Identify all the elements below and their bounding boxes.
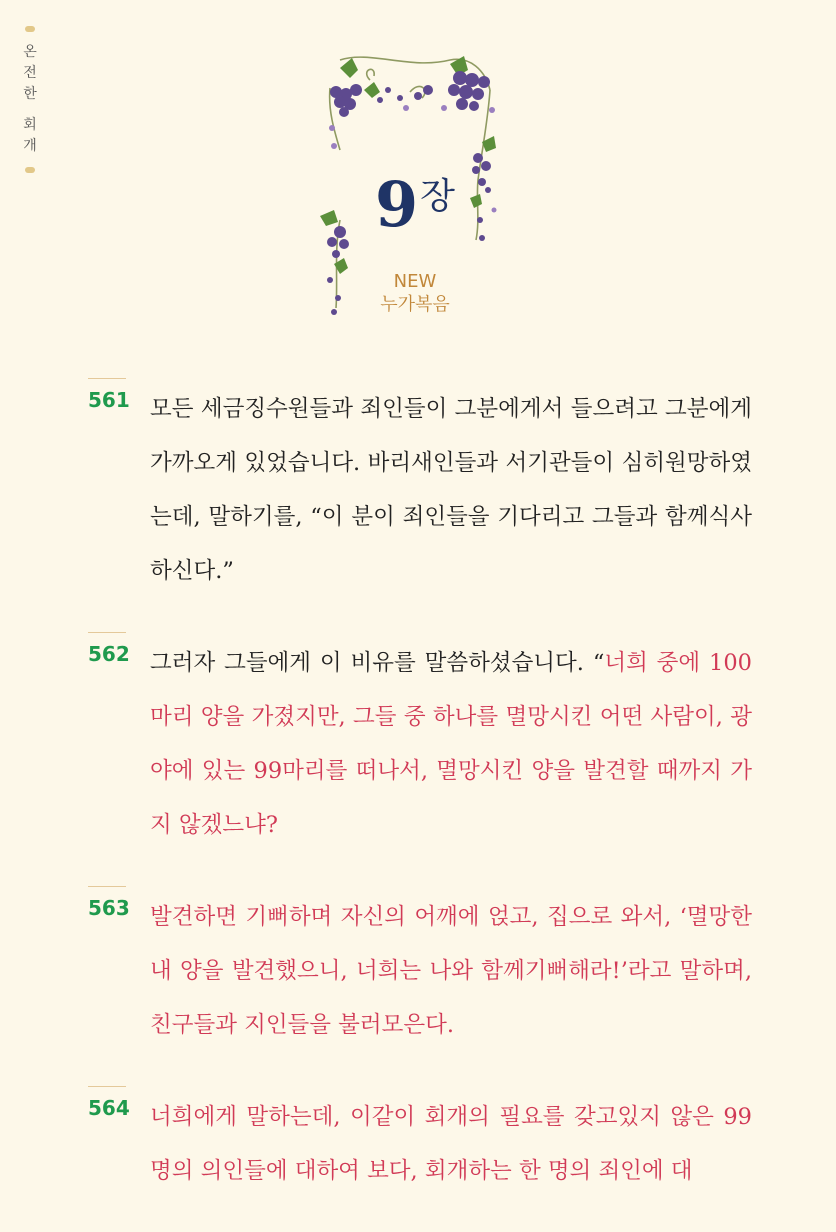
side-tab-char: 온 bbox=[23, 44, 37, 60]
verse-divider bbox=[88, 632, 126, 633]
verse-divider bbox=[88, 886, 126, 887]
side-tab-char: 회 bbox=[23, 117, 37, 133]
verse-text bbox=[150, 886, 752, 1052]
verse-number: 564 bbox=[88, 1096, 130, 1120]
verse-text bbox=[150, 378, 752, 598]
verse-list bbox=[88, 378, 752, 1232]
verse-divider bbox=[88, 1086, 126, 1087]
subtitle-line-new: NEW bbox=[393, 271, 437, 292]
verse-text bbox=[150, 1086, 752, 1198]
verse-divider bbox=[88, 378, 126, 379]
side-tab-char: 전 bbox=[23, 65, 37, 81]
chapter-unit: 장 bbox=[420, 176, 455, 217]
side-tab-char: 개 bbox=[23, 138, 37, 154]
subtitle-line-book: 누가복음 bbox=[380, 294, 450, 315]
chapter-number-digit: 9 bbox=[375, 168, 419, 241]
side-tab-bottom-dot bbox=[25, 167, 35, 173]
verse-segment: 모든 세금징수원들과 죄인들이 그분에게서 들으려고 그분에게 가까오게 있었습니다. 바리새인들과 서기관들이 심히원망하였는데, 말하기를, “이 분이 죄인들을 기다리고 그들과 함께식사하신다.” bbox=[150, 396, 752, 584]
verse bbox=[88, 1086, 752, 1198]
verse-text bbox=[150, 632, 752, 852]
verse-number: 561 bbox=[88, 388, 130, 412]
chapter-header bbox=[310, 50, 520, 320]
chapter-side-tab bbox=[20, 22, 40, 173]
verse-number: 563 bbox=[88, 896, 130, 920]
verse bbox=[88, 378, 752, 598]
verse-number: 562 bbox=[88, 642, 130, 666]
verse bbox=[88, 632, 752, 852]
book-subtitle bbox=[350, 270, 480, 316]
verse-segment: 그러자 그들에게 이 비유를 말씀하셨습니다. “ bbox=[150, 650, 605, 676]
jesus-words-segment: 발견하면 기뻐하며 자신의 어깨에 얹고, 집으로 와서, ‘멸망한 내 양을 발견했으니, 너희는 나와 함께기뻐해라!’라고 말하며, 친구들과 지인들을 불러모은다. bbox=[150, 904, 752, 1038]
side-tab-char: 한 bbox=[23, 86, 37, 102]
jesus-words-segment: 너희에게 말하는데, 이같이 회개의 필요를 갖고있지 않은 99명의 의인들에 대하여 보다, 회개하는 한 명의 죄인에 대 bbox=[150, 1104, 752, 1184]
verse bbox=[88, 886, 752, 1052]
chapter-number bbox=[360, 168, 470, 241]
jesus-words-segment: 너희 중에 100마리 양을 가졌지만, 그들 중 하나를 멸망시킨 어떤 사람이, 광야에 있는 99마리를 떠나서, 멸망시킨 양을 발견할 때까지 가지 않겠느냐? bbox=[150, 650, 752, 838]
side-tab-top-dot bbox=[25, 26, 35, 32]
